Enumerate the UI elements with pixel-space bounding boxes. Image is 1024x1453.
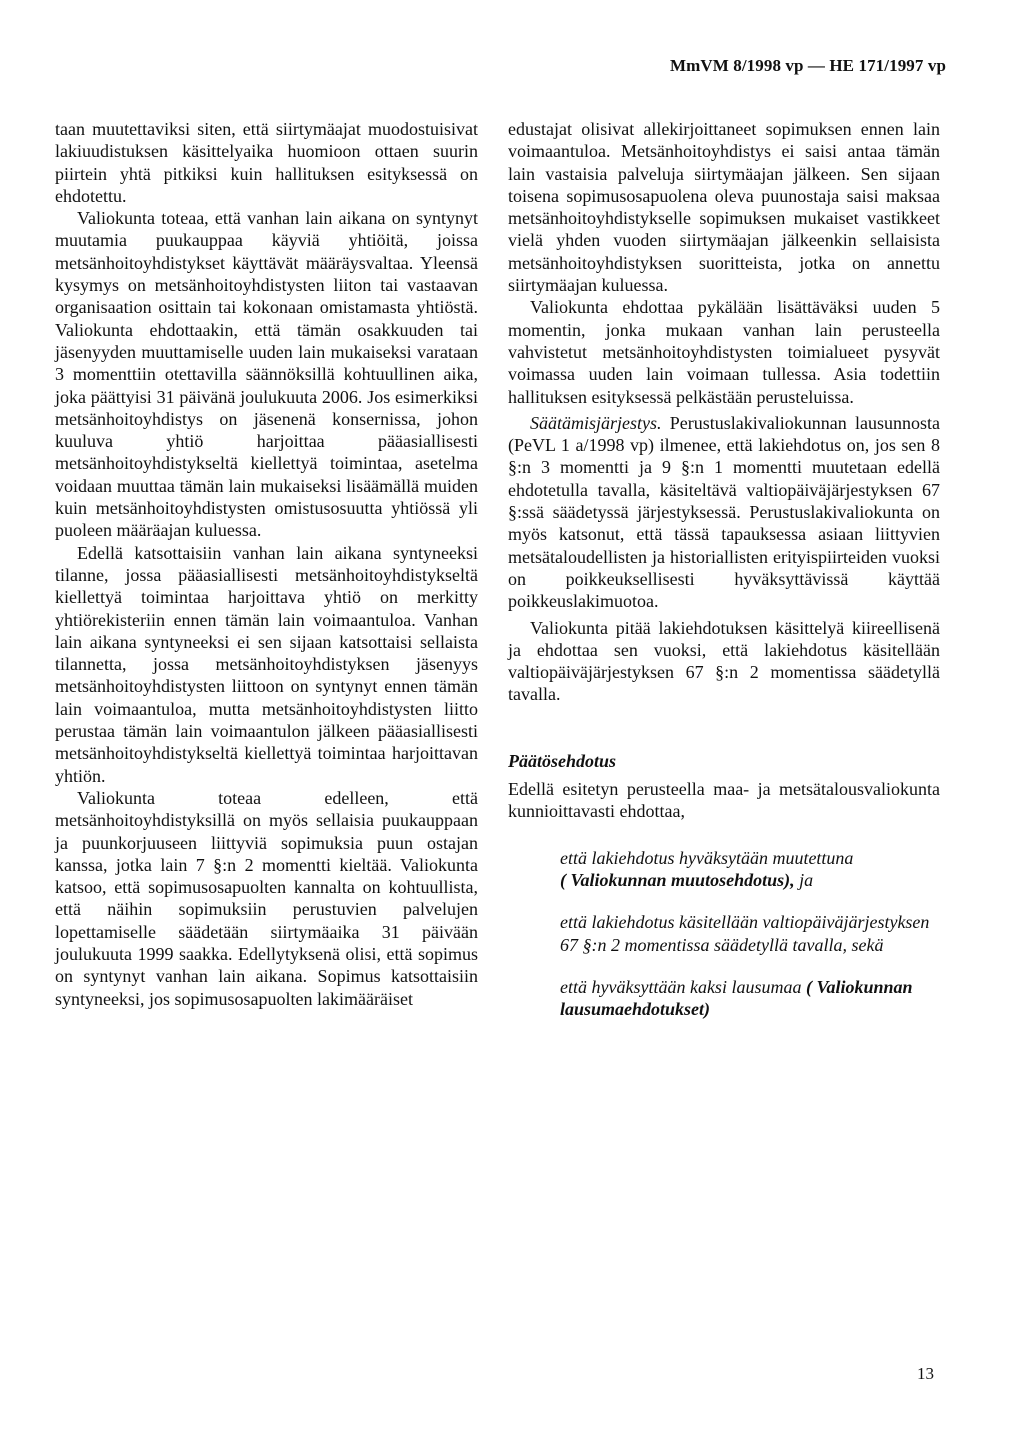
run-in-heading: Säätämisjärjestys.: [530, 412, 662, 433]
page-number: 13: [917, 1364, 934, 1383]
motion-text: että hyväksyttään kaksi lausumaa: [560, 976, 802, 997]
motion-item: [560, 976, 940, 1021]
motion-item: [560, 847, 940, 892]
motion-reference: ( Valiokunnan muutosehdotus),: [560, 869, 795, 890]
motion-item: että lakiehdotus käsitellään valtiopäiväjärjestyksen 67 §:n 2 momentissa säädetyllä tavalla, sekä: [560, 912, 930, 955]
motion-tail: ja: [794, 869, 814, 890]
running-head: MmVM 8/1998 vp — HE 171/1997 vp: [669, 56, 946, 75]
motion-reference: ( Valiokunnan lausumaehdotukset): [560, 976, 913, 1020]
section-heading: Päätösehdotus: [508, 750, 617, 771]
paragraph: Edellä esitetyn perusteella maa- ja metsätalousvaliokunta kunnioittavasti ehdottaa,: [508, 779, 940, 822]
paragraph: [508, 412, 940, 613]
motion-text: että lakiehdotus hyväksytään muutettuna: [560, 847, 854, 868]
paragraph: taan muutettaviksi siten, että siirtymäajat muodostuisivat lakiuudistuksen käsittelyaika huomioon ottaen suurin piirtein yhtä pitkiksi kuin hallituksen esityksessä on ehdotettu.: [55, 119, 478, 206]
paragraph-body: Perustuslakivaliokunnan lausunnosta (PeVL 1 a/1998 vp) ilmenee, että lakiehdotus on, jos sen 8 §:n 3 momentti ja 9 §:n 1 momentti muutetaan edellä ehdotetulla tavalla, käsiteltävä valtiopäiväjärjestyksen 67 §:ssä säädetyssä järjestyksessä. Perustuslakivaliokunta on myös katsonut, että tässä tapauksessa asiaan liittyvien metsätaloudellisten ja historiallisten erityispiirteiden vuoksi on poikkeuksellisesti hyväksyttävissä käyttää poikkeuslakimuotoa.: [508, 412, 940, 612]
paragraph: Valiokunta toteaa edelleen, että metsänhoitoyhdistyksillä on myös sellaisia puukauppaan ja puunkorjuuseen liittyviä sopimuksia puun ostajan kanssa, jotka lain 7 §:n 2 momentti kieltää. Valiokunta katsoo, että sopimusosapuolten kannalta on kohtuullista, että näihin sopimuksiin perustuvien palvelujen lopettamiselle säädetään siirtymäaika 31 päivään joulukuuta 1999 saakka. Edellytyksenä olisi, että sopimus on syntynyt vanhan lain aikana. Sopimus katsottaisiin syntyneeksi, jos sopimusosapuolten lakimääräiset: [55, 787, 478, 1009]
motion-list: [560, 847, 940, 1021]
paragraph: edustajat olisivat allekirjoittaneet sopimuksen ennen lain voimaantuloa. Metsänhoitoyhdistys ei saisi antaa tämän lain vastaisia palveluja siirtymäajan jälkeen. Sen sijaan toisena sopimusosapuolena oleva puunostaja saisi maksaa metsänhoitoyhdistykselle sopimuksen mukaiset vastikkeet vielä yhden vuoden siirtymäajan jälkeenkin sellaisista metsänhoitoyhdistyksen suoritteista, jotka on annettu siirtymäajan kuluessa.: [508, 119, 940, 296]
right-column: [508, 118, 940, 1020]
paragraph: Valiokunta ehdottaa pykälään lisättäväksi uuden 5 momentin, jonka mukaan vanhan lain perusteella vahvistetut metsänhoitoyhdistysten toimialueet pysyvät voimassa uuden lain voimaan tullessa. Asia todettiin hallituksen esityksessä pelkästään perusteluissa.: [508, 297, 940, 407]
left-column: [55, 118, 478, 1010]
paragraph: Valiokunta toteaa, että vanhan lain aikana on syntynyt muutamia puukauppaa käyviä yhtiöitä, joissa metsänhoitoyhdistykset käyttävät määräysvaltaa. Yleensä kysymys on metsänhoitoyhdistysten liiton tai vastaavan organisaation osittain tai kokonaan omistamasta yhtiöstä. Valiokunta ehdottaakin, että tämän osakkuuden tai jäsenyyden muuttamiselle uuden lain mukaiseksi varataan 3 momenttiin otettavilla säännöksillä kohtuullinen aika, joka päättyisi 31 päivänä joulukuuta 2006. Jos esimerkiksi metsänhoitoyhdistys on jäsenenä konsernissa, johon kuuluva yhtiö harjoittaa pääasiallisesti metsänhoitoyhdistykseltä kiellettyä toimintaa, asetelma voidaan muuttaa tämän lain mukaiseksi lisäämällä muiden kuin metsänhoitoyhdistysten omistusosuutta yhtiössä yli puoleen määräajan kuluessa.: [55, 208, 478, 541]
paragraph: Edellä katsottaisiin vanhan lain aikana syntyneeksi tilanne, jossa pääasiallisesti metsänhoitoyhdistykseltä kiellettyä toimintaa harjoittava yhtiö on merkitty yhtiörekisteriin ennen tämän lain voimaantuloa. Vanhan lain aikana syntyneeksi ei sen sijaan katsottaisi sellaista tilannetta, jossa metsänhoitoyhdistyksen jäsenyys metsänhoitoyhdistysten liittoon on syntynyt ennen tämän lain voimaantuloa, mutta metsänhoitoyhdistysten liitto perustaa tämän lain voimaantulon jälkeen pääasiallisesti metsänhoitoyhdistykseltä kiellettyä toimintaa harjoittavan yhtiön.: [55, 542, 478, 786]
paragraph: Valiokunta pitää lakiehdotuksen käsittelyä kiireellisenä ja ehdottaa sen vuoksi, että lakiehdotus käsitellään valtiopäiväjärjestyksen 67 §:n 2 momentissa säädetyllä tavalla.: [508, 617, 940, 705]
